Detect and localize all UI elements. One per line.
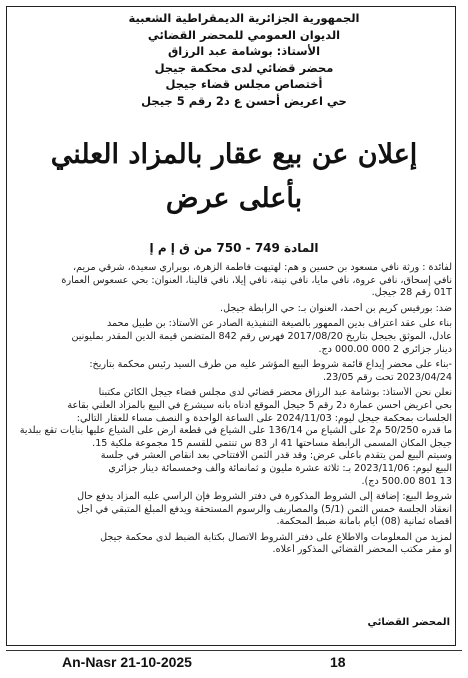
notice-subtitle: بأعلى عرض xyxy=(165,183,303,214)
body-line: الجلسات بمحكمة جيجل ليوم: 2024/11/03 على الساعة الواحدة و النصف مساء للعقار التالي: xyxy=(76,412,452,424)
header-line: حي اعريض أحسن ع د2 رقم 5 جيجل xyxy=(141,93,347,108)
notice-title: إعلان عن بيع عقار بالمزاد العلني xyxy=(50,139,418,170)
newspaper-source: An-Nasr 21-10-2025 xyxy=(62,654,192,670)
body-line: بحي أعريض أحسن عمارة د2 رقم 5 جيجل الموقع أدناه بأنه سيشرع في البيع بالمزاد العلني بقاعة xyxy=(67,399,452,411)
body-line: أو مقر مكتب المحضر القضائي المذكور أعلاه. xyxy=(272,544,452,556)
body-line: جيجل المكان المسمى الرابطة مساحتها 41 آر 83 س تنتمي للقسم 15 مجموعة ملكية 15. xyxy=(92,437,452,449)
header-line: الديوان العمومي للمحضر القضائي xyxy=(147,27,341,42)
signature: المحضر القضائي xyxy=(367,617,450,628)
page-footer xyxy=(0,654,468,674)
header-line: أختصاص مجلس قضاء جيجل xyxy=(165,77,323,91)
footer-divider xyxy=(6,650,462,651)
page-number: 18 xyxy=(330,654,346,670)
body-line: نعلن نحن الأستاذ: بوشامة عبد الرزاق محضر قضائي لدى مجلس قضاء جيجل الكائن مكتبنا xyxy=(98,387,452,399)
header-line: الأستاذ: بوشامة عبد الرزاق xyxy=(167,44,321,58)
body-line: بناء على عقد اعتراف بدين الممهور بالصيغة التنفيذية الصادر عن الأستاذ: بن طبيل محمد xyxy=(106,318,452,330)
body-line: شروط البيع: إضافة إلى الشروط المذكورة في دفتر الشروط فإن الراسي عليه المزاد يدفع حال xyxy=(77,491,452,503)
body-line: ضد: بورفيس كريم بن أحمد، العنوان بـ: حي الرابطة جيجل. xyxy=(220,302,452,314)
body-line: 01T رقم 28 جيجل. xyxy=(371,287,452,299)
body-line: لمزيد من المعلومات والاطلاع على دفتر الشروط الاتصال بكتابة الضبط لدى محكمة جيجل xyxy=(100,531,452,543)
header-line: الجمهورية الجزائرية الديمقراطية الشعبية xyxy=(128,11,360,25)
notice-body xyxy=(18,262,452,557)
notice-header xyxy=(34,10,454,109)
body-line: نافي إسحاق، نافي عروة، نافي مايا، نافي نينة، نافي إيلا، نافي قالينا، العنوان: بحي عسعوس العمارة xyxy=(61,274,452,286)
body-line: -بناء على محضر إيداع قائمة شروط البيع المؤشر عليه من طرف السيد رئيس محكمة بتاريخ: xyxy=(89,359,452,371)
body-line: لفائدة : ورثة نافي مسعود بن حسين و هم: لهتيهت فاطمة الزهرة، بوبراري سعيدة، شرقي مريم، xyxy=(73,262,452,273)
body-line: البيع ليوم: 2023/11/06 بـ: ثلاثة عشرة مليون و ثمانمائة وألف وخمسمائة دينار جزائري xyxy=(108,462,452,474)
body-line: وسيتم البيع لمن يتقدم بأعلى عرض: وقد قدر الثمن الافتتاحي بعد انقاص العشر في جلسة xyxy=(100,450,452,462)
body-line: ما قدره 50/250 م2 على الشياع من 136/14 على الشياع في قطعة أرض على الشياع عليها بنايات تقع ببلدية xyxy=(19,425,452,437)
body-line: 13 801 500.00 دج). xyxy=(361,475,452,487)
header-line: محضر قضائي لدى محكمة جيجل xyxy=(154,60,334,75)
body-line: عادل، الموثق بجيجل بتاريخ 2017/08/20 فهرس رقم 842 المتضمن قيمة الدين المقدر بمليونين xyxy=(71,330,452,342)
body-line: دينار جزائري 2 000 000.00 دج. xyxy=(318,343,452,355)
body-line: أقصاه ثمانية (08) أيام بأمانة ضبط المحكمة. xyxy=(276,516,452,528)
body-line: انعقاد الجلسة خمس الثمن (5/1) والمصاريف والرسوم المستحقة ويدفع المبلغ المتبقي في أجل xyxy=(76,503,452,515)
legal-article-reference: المادة 749 - 750 من ق إ م إ xyxy=(149,241,319,255)
body-line: 2023/04/24 تحت رقم 23/05. xyxy=(322,371,452,383)
